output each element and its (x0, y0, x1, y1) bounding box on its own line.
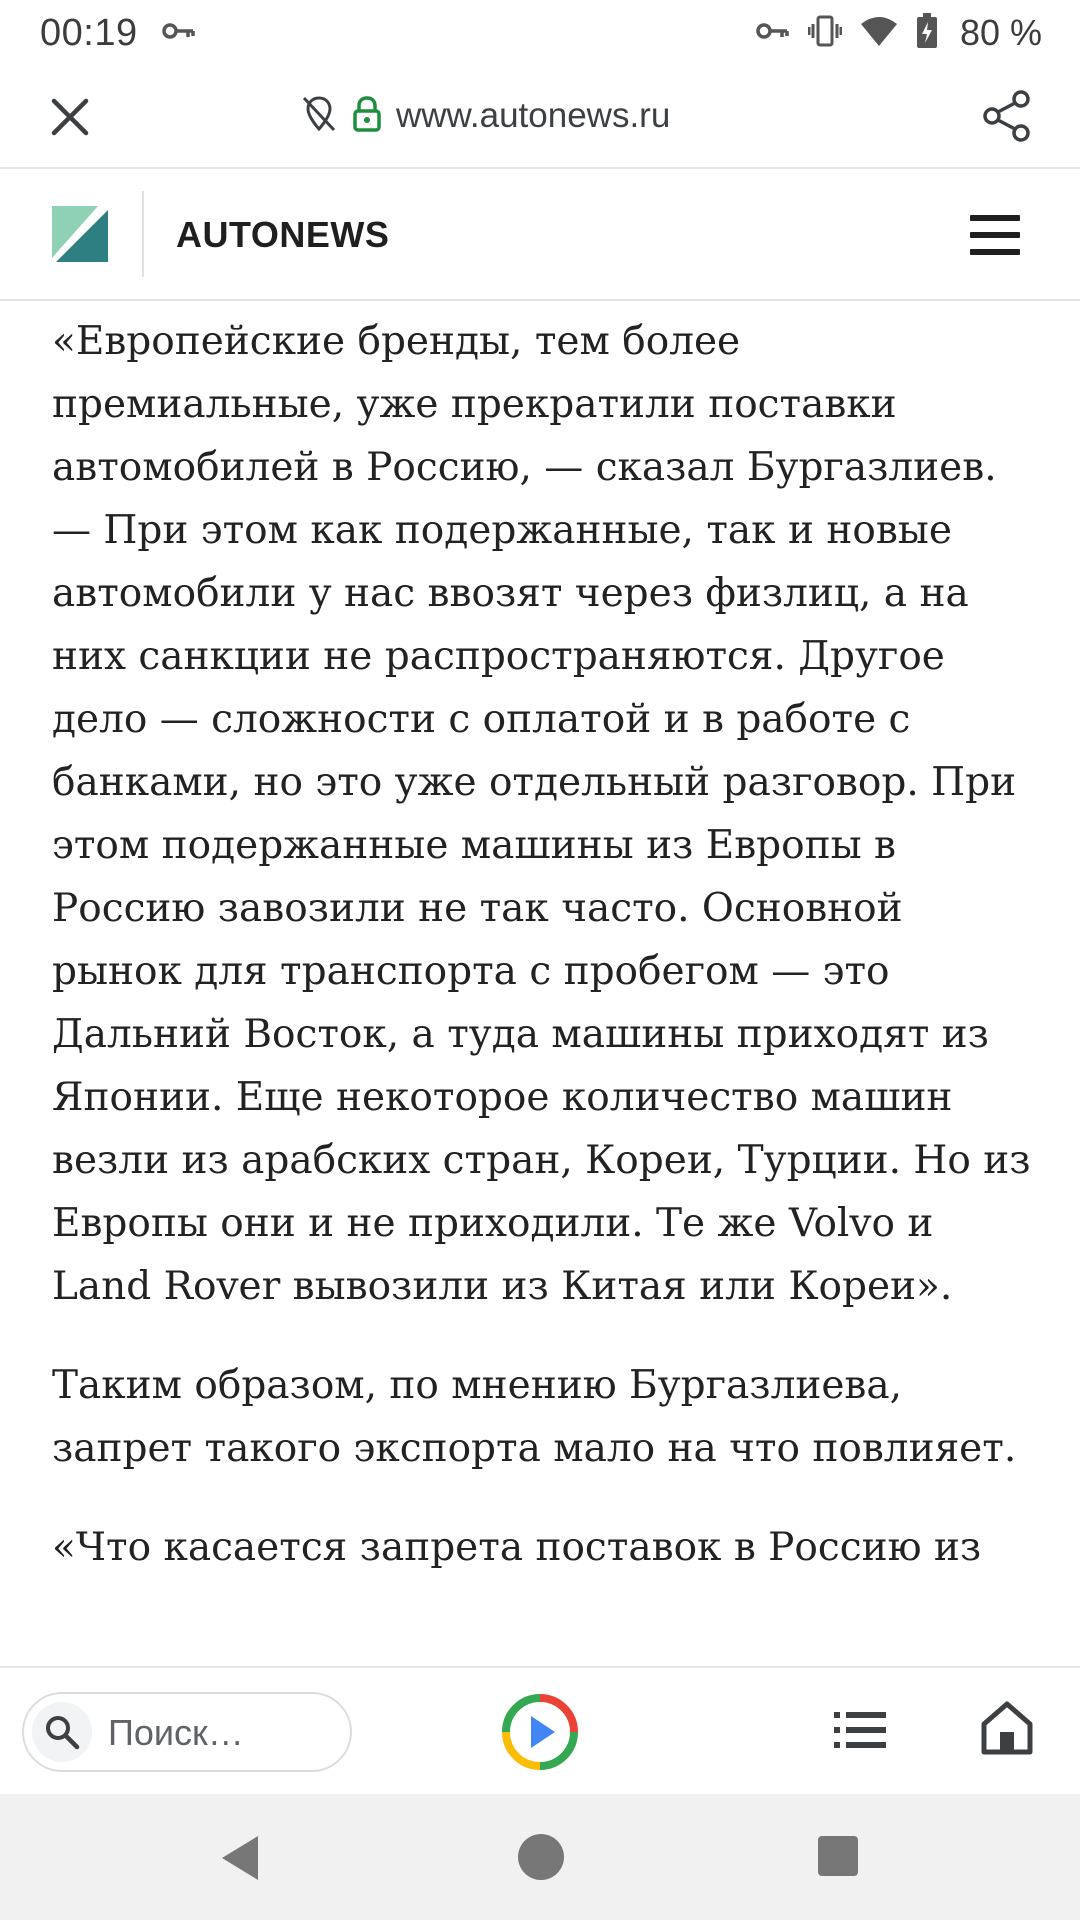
article-body (52, 310, 1042, 1666)
key-icon (162, 16, 196, 51)
autonews-logo[interactable] (52, 206, 108, 262)
home-circle-icon[interactable] (518, 1834, 564, 1880)
status-time: 00:19 (40, 12, 138, 54)
article-paragraph: «Что касается запрета поставок в Россию из (52, 1525, 982, 1570)
lock-icon (352, 95, 382, 138)
menu-icon[interactable] (970, 215, 1020, 255)
home-icon[interactable] (980, 1700, 1034, 1756)
search-input[interactable] (22, 1692, 352, 1772)
article-paragraph: Таким образом, по мнению Бургазлиева, запрет такого экспорта мало на что повлияет. (52, 1363, 1017, 1471)
close-icon[interactable] (48, 95, 92, 139)
system-navigation-bar (0, 1794, 1080, 1920)
wifi-icon (860, 15, 898, 52)
google-play-icon[interactable] (500, 1692, 580, 1772)
header-divider (142, 191, 144, 277)
share-icon[interactable] (980, 89, 1034, 143)
url-text: www.autonews.ru (396, 96, 671, 135)
search-placeholder: Поиск… (108, 1712, 244, 1753)
url-bar[interactable] (300, 91, 670, 141)
search-icon (32, 1702, 92, 1762)
bottom-app-bar (0, 1666, 1080, 1796)
recents-icon[interactable] (818, 1836, 858, 1876)
article-paragraph: «Европейские бренды, тем более премиальные, уже прекратили поставки автомобилей в Россию, — сказал Бургазлиев. — При этом как подержанные, так и новые автомобили у нас ввозят через физлиц, а на них санкции не распространяются. Другое дело — сложности с оплатой и в работе с банками, но это уже отдельный разговор. При этом подержанные машины из Европы в Россию завозили не так часто. Основной рынок для транспорта с пробегом — это Дальний Восток, а туда машины приходят из Японии. Еще некоторое количество машин везли из арабских стран, Кореи, Турции. Но из Европы они и не приходили. Те же Volvo и Land Rover вывозили из Китая или Кореи». (52, 319, 1031, 1309)
battery-charging-icon (916, 13, 938, 54)
browser-toolbar (0, 65, 1080, 169)
vibrate-icon (808, 14, 842, 53)
location-off-icon (300, 94, 338, 139)
status-bar (0, 0, 1080, 65)
site-header (0, 169, 1080, 301)
back-icon[interactable] (218, 1834, 262, 1887)
battery-percent: 80 % (959, 12, 1042, 53)
list-icon[interactable] (834, 1708, 886, 1752)
vpn-key-icon (756, 16, 790, 51)
status-icons (756, 12, 1042, 54)
site-brand[interactable]: AUTONEWS (176, 214, 390, 255)
